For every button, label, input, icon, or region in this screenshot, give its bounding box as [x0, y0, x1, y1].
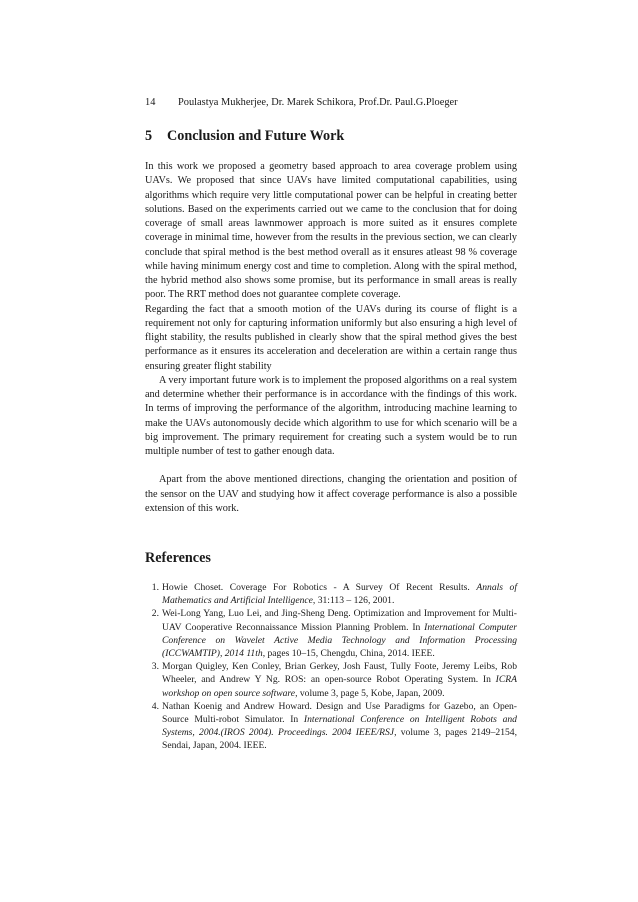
running-header	[145, 96, 517, 110]
paragraph-extension: Apart from the above mentioned directions, changing the orientation and position of the sensor on the UAV and studying how it affect coverage performance is also a possible extension of this work.	[145, 474, 517, 514]
reference-venue: ICRA workshop on open source software	[162, 674, 517, 699]
reference-details: , pages 10–15, Chengdu, China, 2014. IEEE.	[262, 648, 435, 660]
running-header-authors: Poulastya Mukherjee, Dr. Marek Schikora, Prof.Dr. Paul.G.Ploeger	[178, 97, 458, 108]
references-heading: References	[145, 550, 211, 566]
section-title: Conclusion and Future Work	[167, 128, 345, 144]
paragraph-future-work: A very important future work is to implement the proposed algorithms on a real system and determine whether their performance is in accordance with the findings of this work. In terms of improving the performance of the algorithm, introducing machine learning to make the UAVs autonomously decide which algorithm to use for which scenario will be a big improvement. The primary requirement for creating such a system would be to run multiple number of test to gather enough data.	[145, 374, 517, 457]
reference-venue: International Conference on Intelligent Robots and Systems, 2004.(IROS 2004). Proceedings. 2004 IEEE/RSJ	[162, 714, 517, 739]
reference-list	[145, 581, 517, 753]
reference-details: , 31:113 – 126, 2001.	[312, 595, 395, 607]
reference-item	[145, 660, 517, 700]
reference-details: , volume 3, pages 2149–2154, Sendai, Japan, 2004. IEEE.	[162, 727, 517, 752]
section-heading	[145, 127, 517, 145]
section-number: 5	[145, 128, 153, 144]
reference-details: , volume 3, page 5, Kobe, Japan, 2009.	[295, 687, 445, 699]
reference-number: 2.	[151, 608, 159, 620]
reference-number: 4.	[151, 700, 159, 712]
reference-item	[145, 581, 517, 607]
paragraph-conclusion: In this work we proposed a geometry based approach to area coverage problem using UAVs. We proposed that since UAVs have limited computational capabilities, using algorithms which require very little computational power can be helpful in creating better solutions. Based on the experiments carried out we came to the conclusion that for doing coverage of small areas lawnmower approach is more suited as it ensures complete coverage in minimal time, however from the results in the previous section, we can clearly conclude that spiral method is the best method overall as it ensures atleast 98 % coverage while having minimum energy cost and time to completion. Along with the spiral method, the hybrid method also shows some promise, but its performance in small areas is really poor. The RRT method does not guarantee complete coverage.	[145, 161, 517, 301]
reference-number: 3.	[151, 661, 159, 673]
reference-number: 1.	[151, 582, 159, 593]
reference-text: Wei-Long Yang, Luo Lei, and Jing-Sheng Deng. Optimization and Improvement for Multi-UAV Cooperative Reconnaissance Mission Planning Problem. In	[162, 608, 517, 633]
reference-text: Morgan Quigley, Ken Conley, Brian Gerkey, Josh Faust, Tully Foote, Jeremy Leibs, Rob Wheeler, and Andrew Y Ng. ROS: an open-source Robot Operating System. In	[162, 661, 517, 686]
paragraph-flight-stability: Regarding the fact that a smooth motion of the UAVs during its course of flight is a requirement not only for capturing information uniformly but also ensuring a high level of flight stability, the results published in clearly show that the spiral method gives the best performance as it ensures its acceleration and deceleration are within a certain range thus ensuring greater flight stability	[145, 303, 517, 372]
reference-text: Nathan Koenig and Andrew Howard. Design and Use Paradigms for Gazebo, an Open-Source Multi-robot Simulator. In	[162, 700, 517, 726]
reference-item	[145, 700, 517, 753]
reference-venue: Annals of Mathematics and Artificial Intelligence	[162, 582, 518, 607]
paper-page	[145, 96, 517, 753]
reference-venue: International Computer Conference on Wavelet Active Media Technology and Information Processing (ICCWAMTIP), 2014 11th	[162, 621, 517, 660]
page-number: 14	[145, 97, 156, 108]
reference-item	[145, 607, 517, 660]
reference-text: Howie Choset. Coverage For Robotics - A Survey Of Recent Results.	[162, 582, 477, 593]
